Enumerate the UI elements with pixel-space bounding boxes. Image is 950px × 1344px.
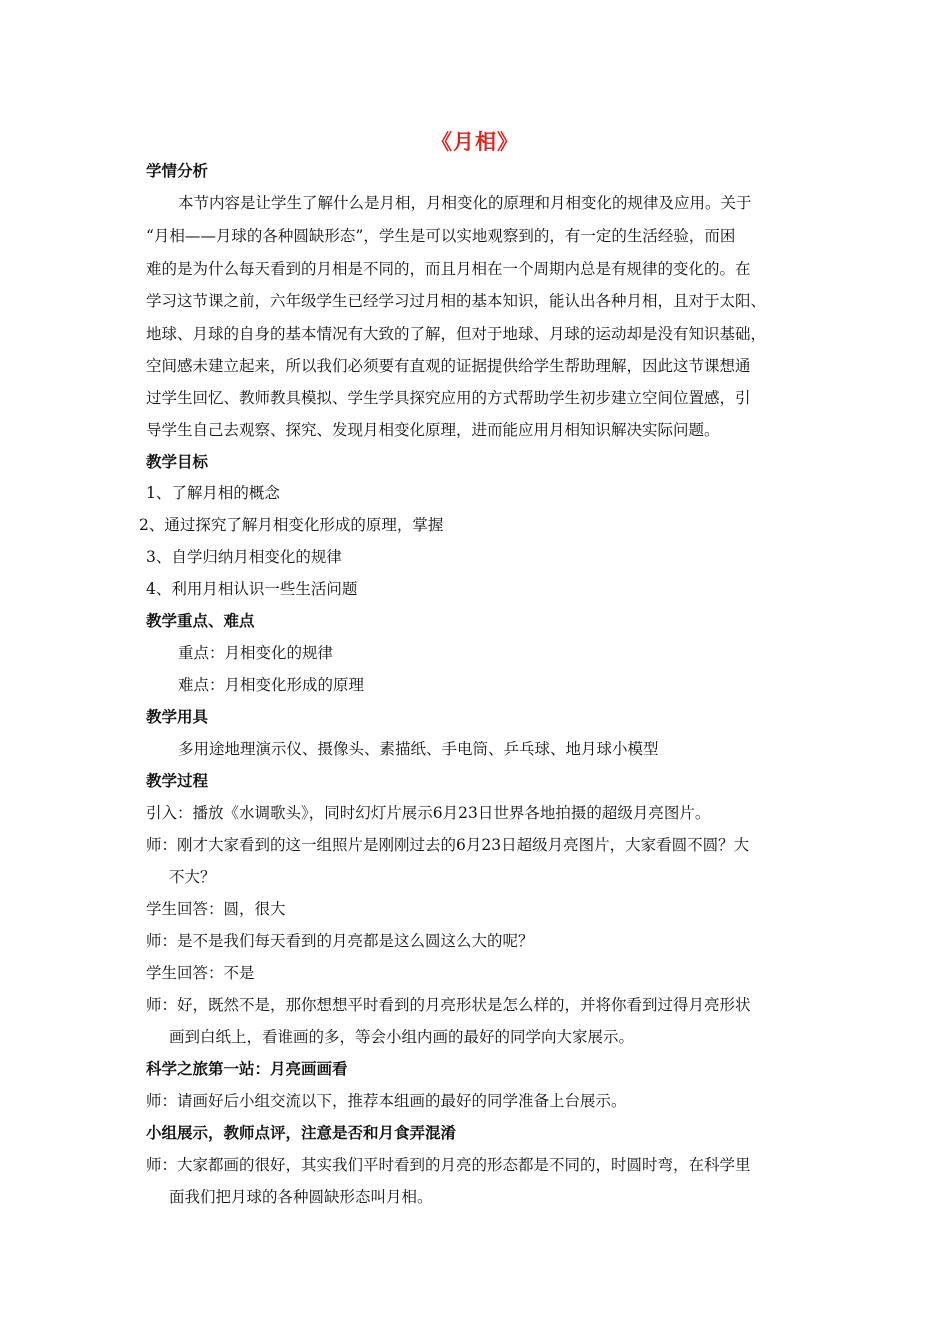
document-title: 《月相》	[431, 130, 519, 154]
paragraph-line: 难的是为什么每天看到的月相是不同的，而且月相在一个周期内总是有规律的变化的。在	[146, 260, 751, 278]
heading-tools: 教学用具	[146, 708, 209, 726]
goal-item: 2、通过探究了解月相变化形成的原理，掌握	[139, 516, 444, 534]
teacher-line-cont: 画到白纸上，看谁画的多，等会小组内画的最好的同学向大家展示。	[169, 1028, 635, 1046]
goal-item: 4、利用月相认识一些生活问题	[146, 580, 358, 598]
intro-line: 引入：播放《水调歌头》，同时幻灯片展示6月23日世界各地拍摄的超级月亮图片。	[146, 804, 711, 822]
student-line: 学生回答：圆，很大	[146, 900, 286, 918]
student-line: 学生回答：不是	[146, 964, 255, 982]
goal-item: 1、了解月相的概念	[146, 484, 280, 502]
paragraph-line: 本节内容是让学生了解什么是月相，月相变化的原理和月相变化的规律及应用。关于	[178, 194, 752, 212]
heading-group-show: 小组展示，教师点评，注意是否和月食弄混淆	[146, 1124, 457, 1142]
difficult-point: 难点：月相变化形成的原理	[178, 676, 365, 694]
tools-text: 多用途地理演示仪、摄像头、素描纸、手电筒、乒乓球、地月球小模型	[178, 740, 659, 758]
paragraph-line: 导学生自己去观察、探究、发现月相变化原理，进而能应用月相知识解决实际问题。	[146, 421, 720, 439]
heading-process: 教学过程	[146, 772, 209, 790]
key-point: 重点：月相变化的规律	[178, 644, 334, 662]
teacher-line: 师：大家都画的很好，其实我们平时看到的月亮的形态都是不同的，时圆时弯，在科学里	[146, 1156, 751, 1174]
heading-analysis: 学情分析	[146, 162, 209, 180]
teacher-line: 师：好，既然不是，那你想想平时看到的月亮形状是怎么样的，并将你看到过得月亮形状	[146, 996, 751, 1014]
paragraph-line: 学习这节课之前，六年级学生已经学习过月相的基本知识，能认出各种月相，且对于太阳、	[146, 292, 767, 310]
paragraph-line: 过学生回忆、教师教具模拟、学生学具探究应用的方式帮助学生初步建立空间位置感，引	[146, 389, 751, 407]
teacher-line: 师：请画好后小组交流以下，推荐本组画的最好的同学准备上台展示。	[146, 1092, 627, 1110]
paragraph-line: “月相——月球的各种圆缺形态”，学生是可以实地观察到的，有一定的生活经验，而困	[146, 227, 736, 245]
paragraph-line: 地球、月球的自身的基本情况有大致的了解，但对于地球、月球的运动却是没有知识基础，	[146, 325, 767, 343]
paragraph-line: 空间感未建立起来，所以我们必须要有直观的证据提供给学生帮助理解，因此这节课想通	[146, 357, 751, 375]
teacher-line: 师：是不是我们每天看到的月亮都是这么圆这么大的呢？	[146, 932, 534, 950]
goal-item: 3、自学归纳月相变化的规律	[146, 548, 342, 566]
heading-goals: 教学目标	[146, 453, 209, 471]
teacher-line-cont: 面我们把月球的各种圆缺形态叫月相。	[169, 1188, 433, 1206]
teacher-line-cont: 不大？	[169, 868, 216, 886]
heading-keypoints: 教学重点、难点	[146, 612, 255, 630]
heading-station-1: 科学之旅第一站：月亮画画看	[146, 1060, 348, 1078]
teacher-line: 师：刚才大家看到的这一组照片是刚刚过去的6月23日超级月亮图片，大家看圆不圆？大	[146, 836, 750, 854]
